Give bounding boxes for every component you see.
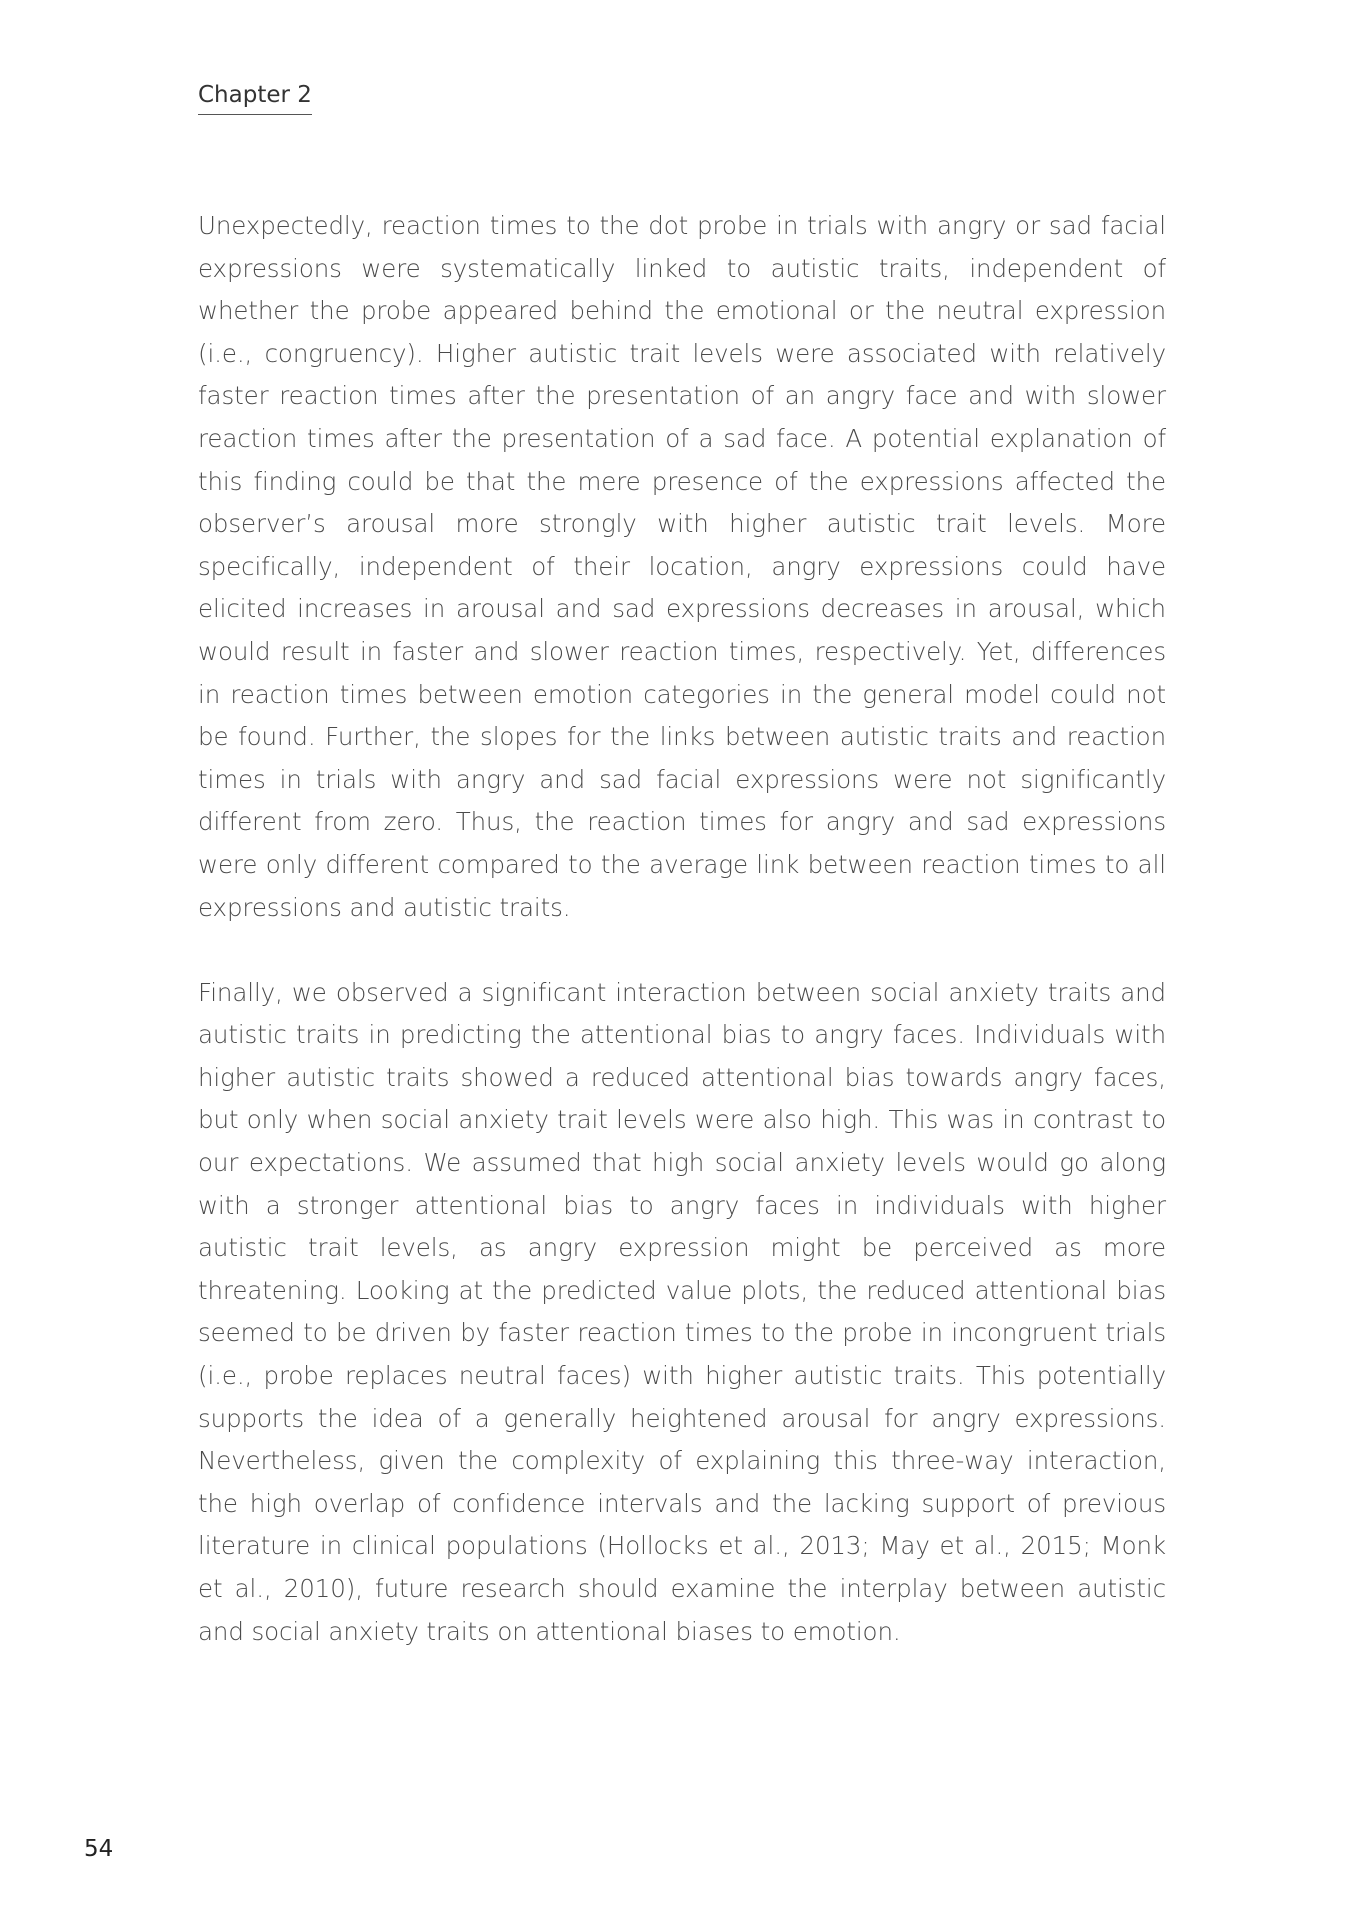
paragraph-1: Unexpectedly, reaction times to the dot probe in trials with angry or sad facial expressions were systematically linked to autistic traits, independent of whether the probe appeared behind the emotional or the neutral expression (i.e., congruency). Higher autistic trait levels were associated with relatively faster reaction times after the presentation of an angry face and with slower reaction times after the presentation of a sad face. A potential explanation of this finding could be that the mere presence of the expressions affected the observer’s arousal more strongly with higher autistic trait levels. More specifically, independent of their location, angry expressions could have elicited increases in arousal and sad expressions decreases in arousal, which would result in faster and slower reaction times, respectively. Yet, differences in reaction times between emotion categories in the general model could not be found. Further, the slopes for the links between autistic traits and reaction times in trials with angry and sad facial expressions were not significantly different from zero. Thus, the reaction times for angry and sad expressions were only different compared to the average link between reaction times to all expressions and autistic traits. (198, 211, 1166, 922)
body-text (198, 205, 1166, 1653)
page-number: 54 (84, 1836, 114, 1862)
paragraph-2: Finally, we observed a significant interaction between social anxiety traits and autistic traits in predicting the attentional bias to angry faces. Individuals with higher autistic traits showed a reduced attentional bias towards angry faces, but only when social anxiety trait levels were also high. This was in contrast to our expectations. We assumed that high social anxiety levels would go along with a stronger attentional bias to angry faces in individuals with higher autistic trait levels, as angry expression might be perceived as more threatening. Looking at the predicted value plots, the reduced attentional bias seemed to be driven by faster reaction times to the probe in incongruent trials (i.e., probe replaces neutral faces) with higher autistic traits. This potentially supports the idea of a generally heightened arousal for angry expressions. Nevertheless, given the complexity of explaining this three-way interaction, the high overlap of confidence intervals and the lacking support of previous literature in clinical populations (Hollocks et al., 2013; May et al., 2015; Monk et al., 2010), future research should examine the interplay between autistic and social anxiety traits on attentional biases to emotion. (198, 977, 1166, 1646)
running-header-chapter: Chapter 2 (198, 82, 312, 115)
